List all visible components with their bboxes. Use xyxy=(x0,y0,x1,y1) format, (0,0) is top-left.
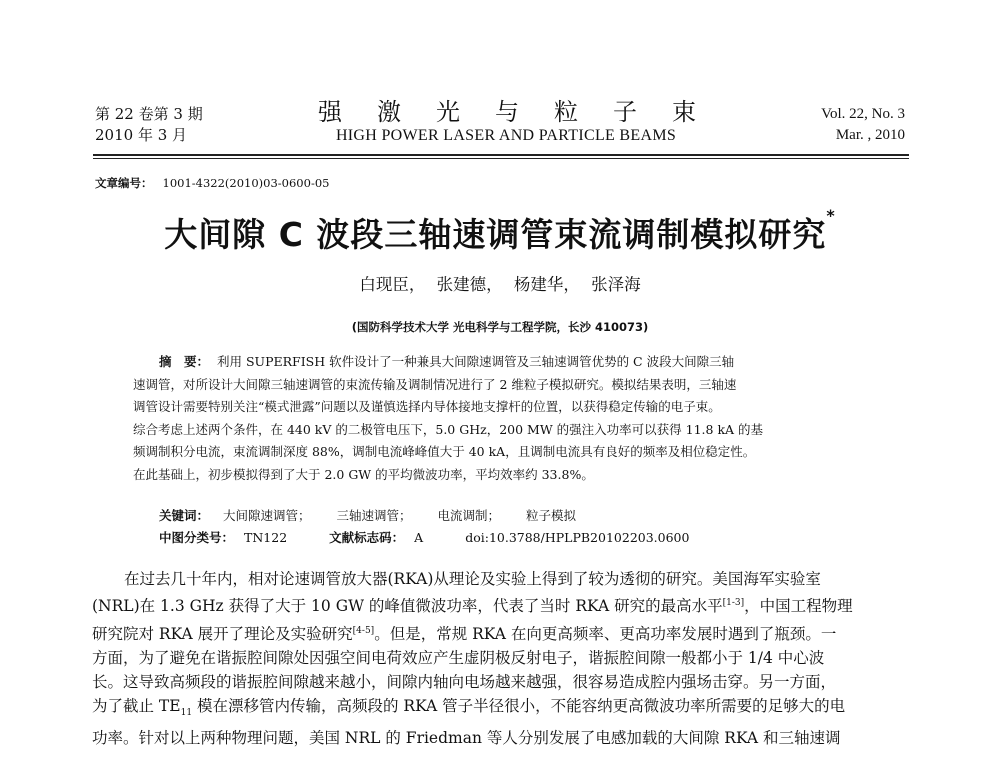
journal-name-char: 粒 xyxy=(554,98,578,126)
article-number-value: 1001-4322(2010)03-0600-05 xyxy=(162,176,330,190)
journal-name-char: 激 xyxy=(377,98,401,126)
author: 白现臣， xyxy=(359,275,426,294)
keyword: 大间隙速调管； xyxy=(223,508,311,523)
keyword: 电流调制； xyxy=(437,508,501,523)
body-text-run: 为了截止 TE xyxy=(92,697,181,716)
keyword: 三轴速调管； xyxy=(336,508,412,523)
abstract-line: 频调制积分电流，束流调制深度 88%，调制电流峰峰值大于 40 kA，且调制电流具有良好的频率及相位稳定性。 xyxy=(133,444,756,459)
article-number-label: 文章编号： xyxy=(95,176,153,190)
journal-name-char: 与 xyxy=(495,98,519,126)
body-text-run: (NRL)在 1.3 GHz 获得了大于 10 GW 的峰值微波功率，代表了当时 RKA 研究的最高水平 xyxy=(92,597,723,616)
journal-issue-en xyxy=(760,104,905,146)
author: 张建德， xyxy=(436,275,503,294)
body-line: 功率。针对以上两种物理问题，美国 NRL 的 Friedman 等人分别发展了电感加载的大间隙 RKA 和三轴速调 xyxy=(92,728,841,747)
author: 张泽海 xyxy=(591,275,641,294)
body-line xyxy=(92,591,912,618)
journal-issue-cn xyxy=(95,104,203,146)
body-text-run: 。但是，常规 RKA 在向更高频率、更高功率发展时遇到了瓶颈。一 xyxy=(374,624,837,643)
citation: [1-3] xyxy=(722,598,745,609)
paper-title-text: 大间隙 C 波段三轴速调管束流调制模拟研究 xyxy=(164,215,827,254)
abstract-text: 利用 SUPERFISH 软件设计了一种兼具大间隙速调管及三轴速调管优势的 C 波段大间隙三轴 xyxy=(217,354,735,369)
date-en: Mar. , 2010 xyxy=(835,127,905,143)
body-line xyxy=(92,619,912,646)
keywords xyxy=(159,506,598,524)
doc-code-label: 文献标志码： xyxy=(329,530,405,545)
journal-name-en: HIGH POWER LASER AND PARTICLE BEAMS xyxy=(335,127,677,144)
body-line: 方面，为了避免在谐振腔间隙处因强空间电荷效应产生虚阴极反射电子，谐振腔间隙一般都小于 1/4 中心波 xyxy=(92,648,825,667)
body-line xyxy=(92,694,912,725)
citation: [4-5] xyxy=(352,625,375,636)
abstract-label: 摘 要： xyxy=(159,354,210,369)
affiliation: (国防科学技术大学 光电科学与工程学院，长沙 410073) xyxy=(351,320,649,334)
volume-issue-cn: 第 22 卷第 3 期 xyxy=(95,105,203,123)
keywords-label: 关键词： xyxy=(159,508,210,523)
journal-name-cn xyxy=(318,98,696,126)
abstract-line: 调管设计需要特别关注“模式泄露”问题以及谨慎选择内导体接地支撑杆的位置，以获得稳定传输的电子束。 xyxy=(133,399,721,414)
body-line: 在过去几十年内，相对论速调管放大器(RKA)从理论及实验上得到了较为透彻的研究。美国海军实验室 xyxy=(124,570,821,588)
header-rule-thin xyxy=(93,158,909,159)
doc-code-value: A xyxy=(414,530,424,545)
journal-name-char: 子 xyxy=(613,98,637,126)
article-number xyxy=(95,175,329,191)
clc-label: 中图分类号： xyxy=(159,530,235,545)
clc-value: TN122 xyxy=(244,530,288,545)
paper-title xyxy=(0,206,1000,256)
body-text-run: ，中国工程物理 xyxy=(744,597,853,616)
journal-name-char: 束 xyxy=(672,98,696,126)
body-paragraph xyxy=(92,567,912,750)
title-footnote-mark: * xyxy=(826,206,836,225)
abstract xyxy=(133,351,893,486)
header-rule-thick xyxy=(93,154,909,156)
volume-issue-en: Vol. 22, No. 3 xyxy=(821,106,905,122)
abstract-line: 综合考虑上述两个条件，在 440 kV 的二极管电压下，5.0 GHz，200 MW 的强注入功率可以获得 11.8 kA 的基 xyxy=(133,421,764,437)
journal-name-char: 强 xyxy=(318,98,342,126)
doi: doi:10.3788/HPLPB20102203.0600 xyxy=(465,530,690,545)
classification xyxy=(159,528,689,546)
body-line: 长。这导致高频段的谐振腔间隙越来越小，间隙内轴向电场越来越强，很容易造成腔内强场击穿。另一方面， xyxy=(92,673,837,692)
abstract-line: 在此基础上，初步模拟得到了大于 2.0 GW 的平均微波功率，平均效率约 33.8%。 xyxy=(133,466,594,482)
keyword: 粒子模拟 xyxy=(526,508,577,523)
abstract-line: 速调管，对所设计大间隙三轴速调管的束流传输及调制情况进行了 2 维粒子模拟研究。模拟结果表明，三轴速 xyxy=(133,376,737,392)
author-list xyxy=(0,271,1000,295)
date-cn: 2010 年 3 月 xyxy=(95,126,188,144)
abstract-line xyxy=(133,351,893,374)
body-text-run: 模在漂移管内传输，高频段的 RKA 管子半径很小，不能容纳更高微波功率所需要的足够大的电 xyxy=(192,697,846,716)
mode-subscript: 11 xyxy=(180,708,193,719)
journal-name-char: 光 xyxy=(436,98,460,126)
body-text-run: 研究院对 RKA 展开了理论及实验研究 xyxy=(92,624,353,643)
author: 杨建华， xyxy=(513,275,580,294)
